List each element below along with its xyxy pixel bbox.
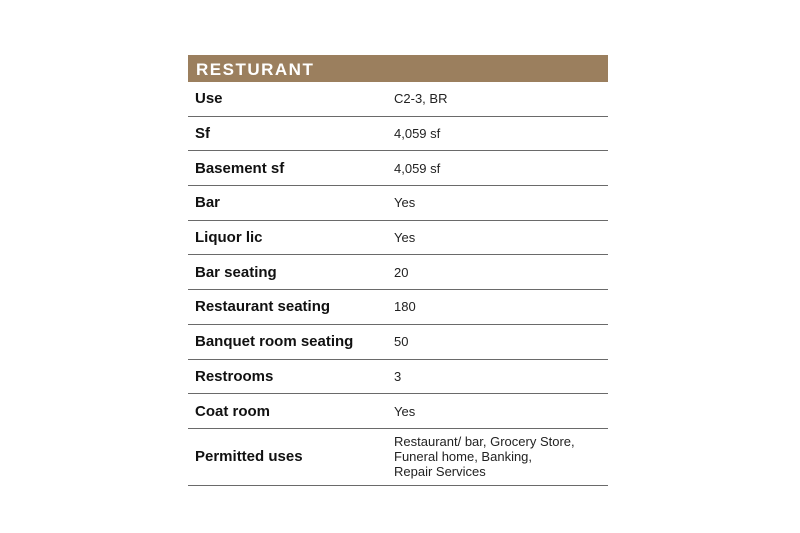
row-label: Bar (195, 194, 221, 212)
row-label: Permitted uses (195, 448, 303, 466)
table-row (188, 117, 608, 152)
table-row (188, 151, 608, 186)
row-value: Yes (394, 230, 416, 246)
row-value: Restaurant/ bar, Grocery Store, Funeral home, Banking, Repair Services (394, 434, 575, 480)
table-row (188, 325, 608, 360)
table-row (188, 186, 608, 221)
row-value: 20 (394, 264, 409, 280)
row-value: 4,059 sf (394, 126, 441, 142)
table-row (188, 360, 608, 395)
row-value: Yes (394, 403, 416, 419)
table-row (188, 290, 608, 325)
table-row (188, 255, 608, 290)
row-label: Bar seating (195, 263, 277, 281)
table-row (188, 82, 608, 117)
table-row (188, 394, 608, 429)
row-label: Use (195, 90, 223, 108)
restaurant-spec-table (188, 55, 608, 486)
table-row (188, 221, 608, 256)
row-value: Yes (394, 195, 416, 211)
row-label: Restrooms (195, 367, 274, 385)
row-label: Basement sf (195, 159, 285, 177)
row-value: 4,059 sf (394, 160, 441, 176)
row-label: Liquor lic (195, 229, 263, 247)
table-row (188, 429, 608, 486)
row-value: 50 (394, 334, 409, 350)
row-label: Restaurant seating (195, 298, 331, 316)
row-label: Sf (195, 125, 210, 143)
row-label: Coat room (195, 402, 270, 420)
row-value: C2-3, BR (394, 91, 448, 107)
table-title: RESTURANT (188, 55, 608, 82)
row-value: 180 (394, 299, 416, 315)
row-value: 3 (394, 368, 402, 384)
row-label: Banquet room seating (195, 333, 354, 351)
